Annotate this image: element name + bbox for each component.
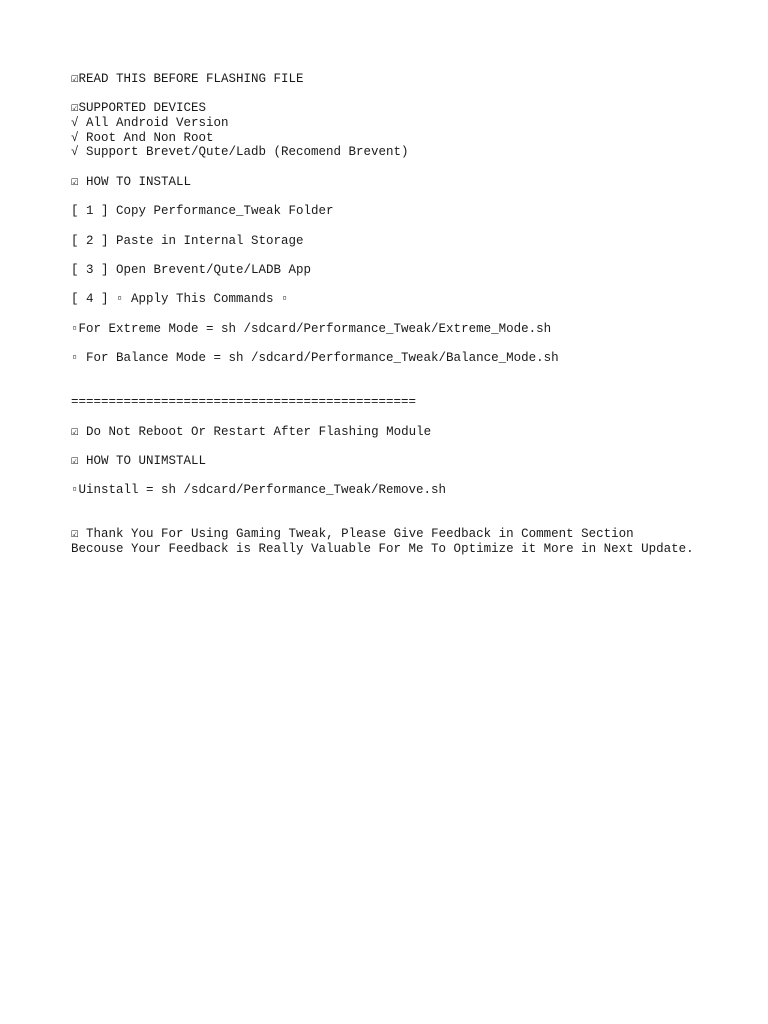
blank-line — [71, 278, 751, 293]
blank-line — [71, 87, 751, 102]
heading-how-to-install: ☑ HOW TO INSTALL — [71, 174, 192, 189]
blank-line — [71, 336, 751, 351]
document-body — [71, 72, 751, 557]
blank-line — [71, 307, 751, 322]
command-extreme-mode: ▫For Extreme Mode = sh /sdcard/Performance_Tweak/Extreme_Mode.sh — [71, 321, 552, 336]
blank-line — [71, 248, 751, 263]
heading-supported-devices: ☑SUPPORTED DEVICES — [71, 101, 207, 116]
blank-line — [71, 439, 751, 454]
install-step: [ 1 ] Copy Performance_Tweak Folder — [71, 204, 334, 219]
blank-line — [71, 219, 751, 234]
heading-how-to-uninstall: ☑ HOW TO UNIMSTALL — [71, 453, 207, 468]
blank-line — [71, 410, 751, 425]
separator-line: ============================================== — [71, 395, 417, 410]
blank-line — [71, 498, 751, 513]
command-uninstall: ▫Uinstall = sh /sdcard/Performance_Tweak/Remove.sh — [71, 483, 447, 498]
blank-line — [71, 380, 751, 395]
blank-line — [71, 366, 751, 381]
install-step: [ 3 ] Open Brevent/Qute/LADB App — [71, 262, 312, 277]
supported-item: √ All Android Version — [71, 116, 229, 131]
heading-read-before-flashing: ☑READ THIS BEFORE FLASHING FILE — [71, 72, 304, 86]
blank-line — [71, 513, 751, 528]
install-step: [ 2 ] Paste in Internal Storage — [71, 233, 304, 248]
thank-you-line: ☑ Thank You For Using Gaming Tweak, Please Give Feedback in Comment Section — [71, 527, 634, 542]
warning-no-reboot: ☑ Do Not Reboot Or Restart After Flashing Module — [71, 424, 432, 439]
command-balance-mode: ▫ For Balance Mode = sh /sdcard/Performance_Tweak/Balance_Mode.sh — [71, 351, 559, 366]
feedback-line: Becouse Your Feedback is Really Valuable For Me To Optimize it More in Next Update. — [71, 542, 694, 556]
install-step: [ 4 ] ▫ Apply This Commands ▫ — [71, 292, 289, 307]
blank-line — [71, 160, 751, 175]
supported-item: √ Support Brevet/Qute/Ladb (Recomend Brevent) — [71, 145, 409, 160]
blank-line — [71, 469, 751, 484]
supported-item: √ Root And Non Root — [71, 130, 214, 145]
blank-line — [71, 190, 751, 205]
